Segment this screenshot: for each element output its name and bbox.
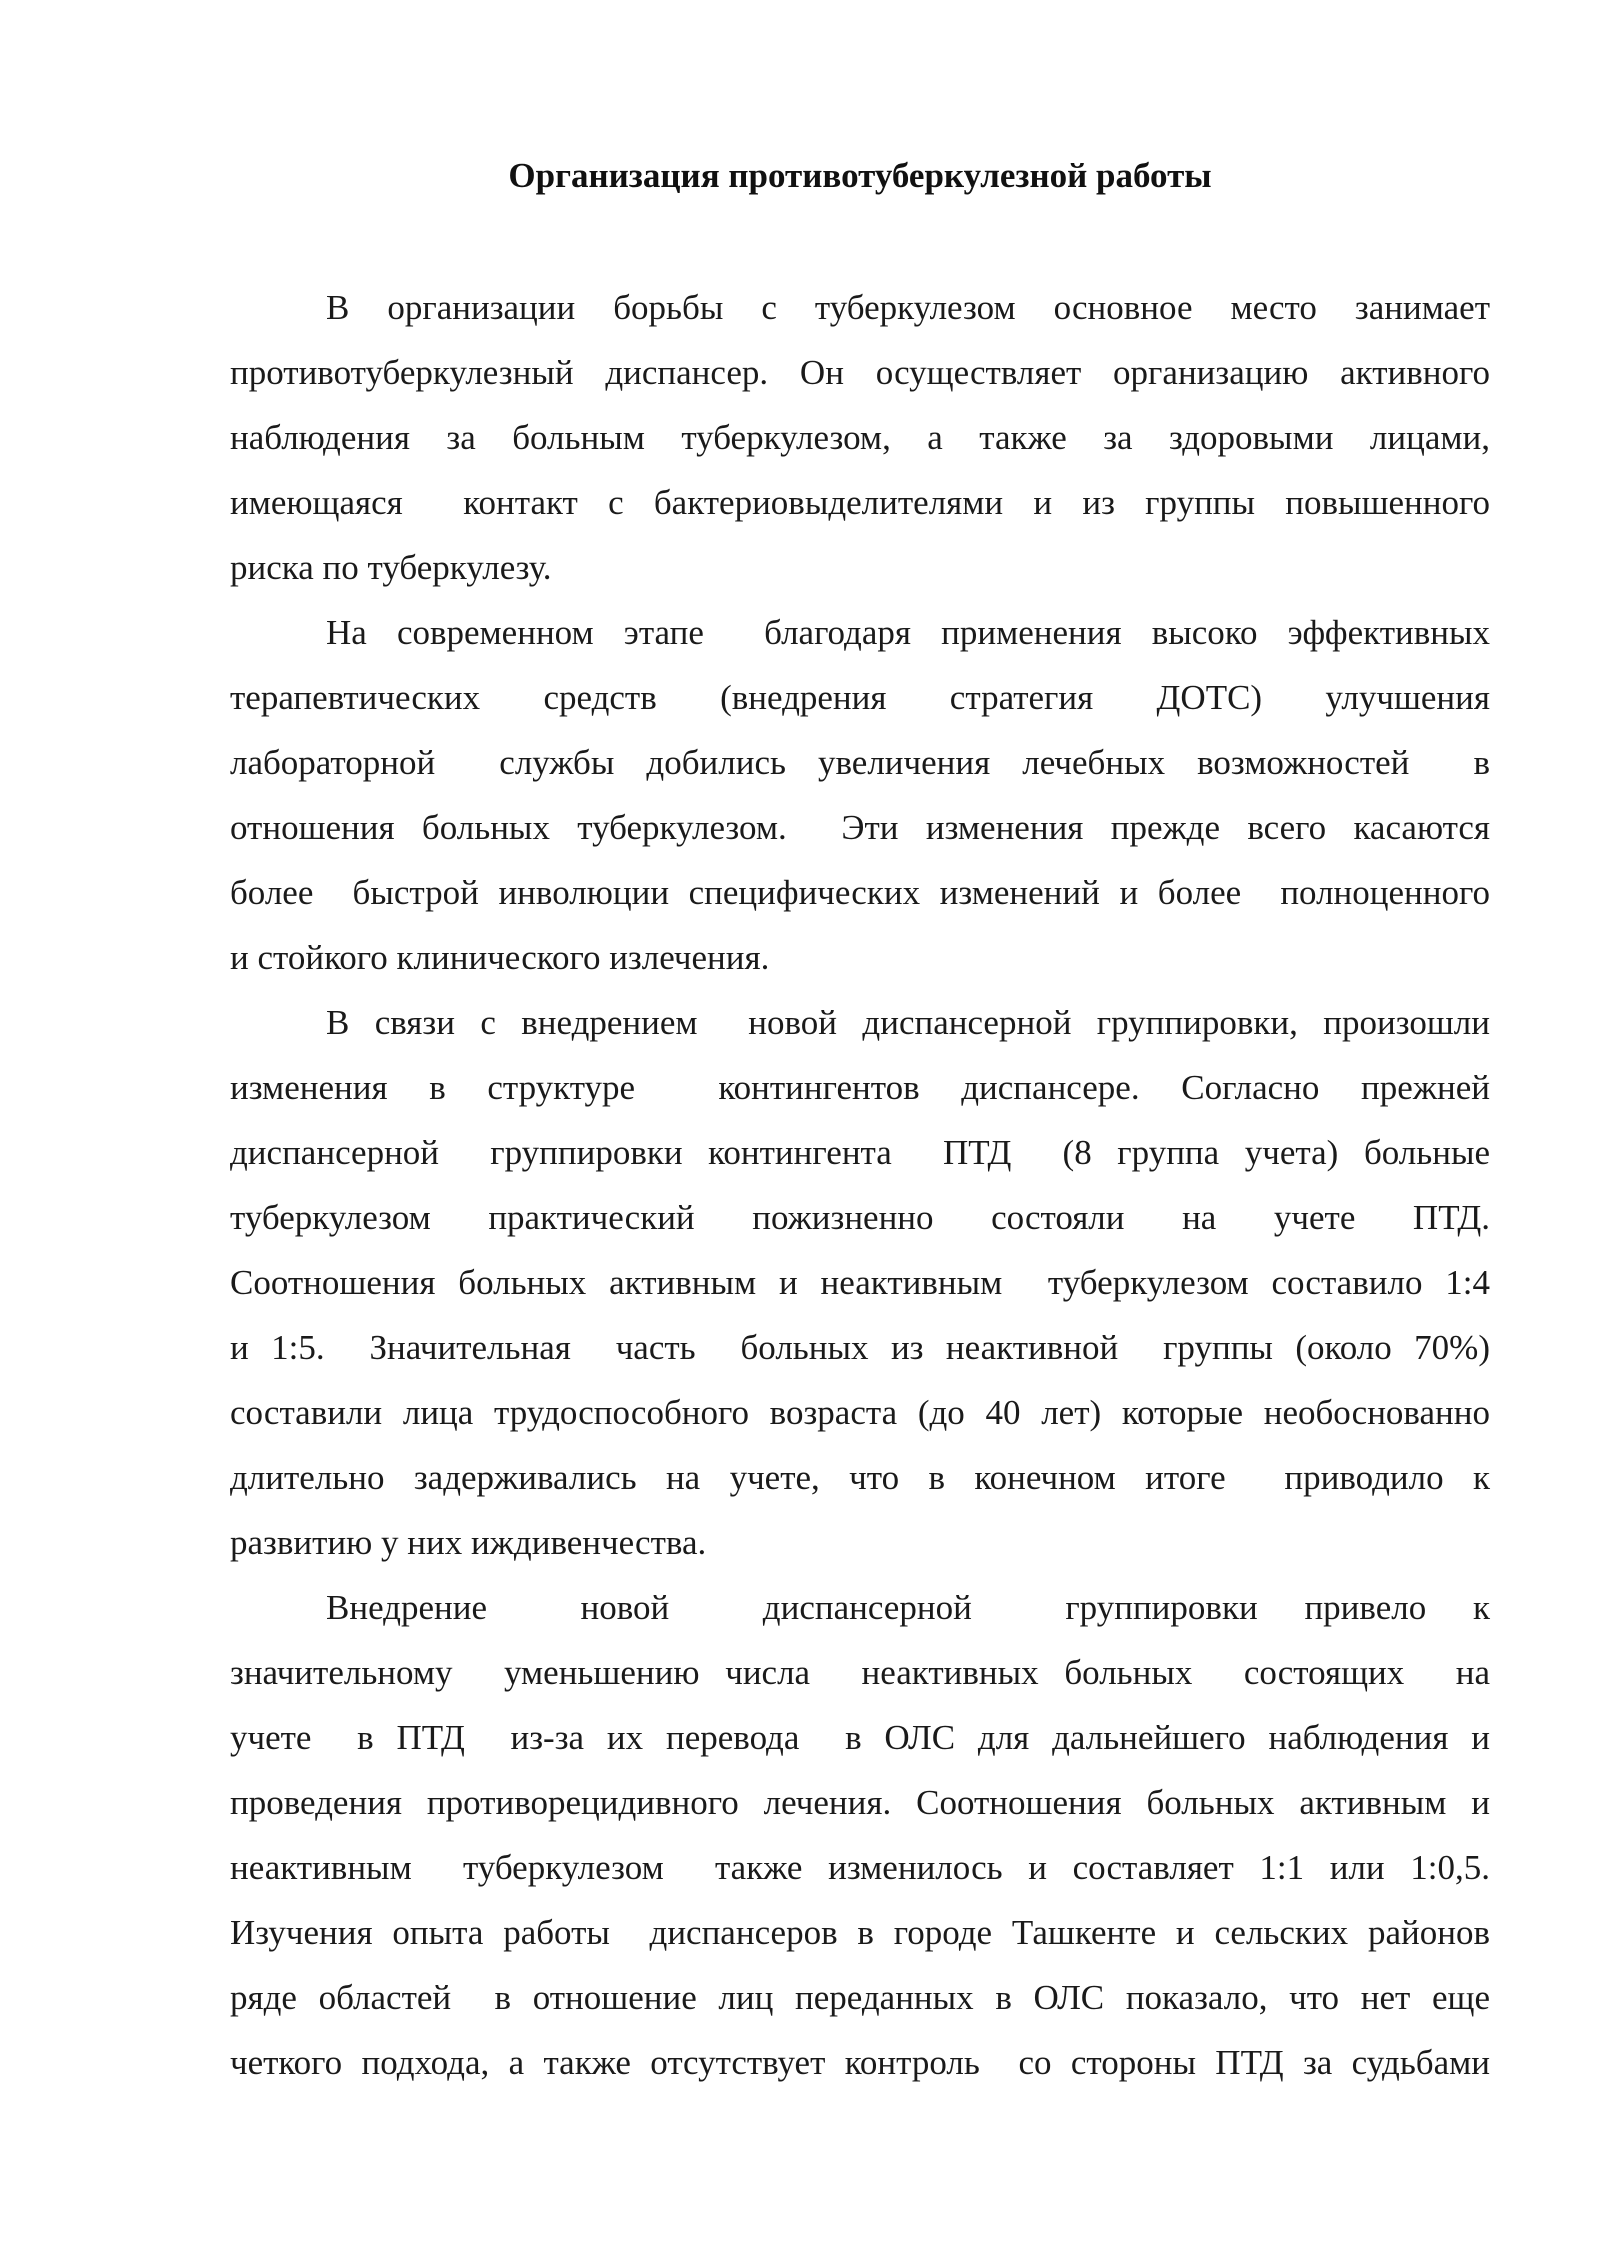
- text-line: диспансерной группировки контингента ПТД (8 группа учета) больные: [230, 1133, 1490, 1172]
- paragraph-1: [230, 275, 1490, 600]
- text-line: ряде областей в отношение лиц переданных в ОЛС показало, что нет еще: [230, 1978, 1490, 2017]
- text-line: и 1:5. Значительная часть больных из неактивной группы (около 70%): [230, 1328, 1490, 1367]
- text-line: длительно задерживались на учете, что в конечном итоге приводило к: [230, 1458, 1490, 1497]
- text-line: отношения больных туберкулезом. Эти изменения прежде всего касаются: [230, 808, 1490, 847]
- document-body: [230, 275, 1490, 2095]
- text-line: изменения в структуре контингентов диспансере. Согласно прежней: [230, 1068, 1490, 1107]
- text-line: и стойкого клинического излечения.: [230, 938, 770, 977]
- text-line: противотуберкулезный диспансер. Он осуществляет организацию активного: [230, 353, 1490, 392]
- text-line: четкого подхода, а также отсутствует контроль со стороны ПТД за судьбами: [230, 2043, 1490, 2082]
- text-line: Внедрение новой диспансерной группировки привело к: [326, 1588, 1490, 1627]
- text-line: имеющаяся контакт с бактериовыделителями и из группы повышенного: [230, 483, 1490, 522]
- text-line: В связи с внедрением новой диспансерной группировки, произошли: [326, 1003, 1490, 1042]
- text-line: проведения противорецидивного лечения. Соотношения больных активным и: [230, 1783, 1490, 1822]
- text-line: Изучения опыта работы диспансеров в городе Ташкенте и сельских районов: [230, 1913, 1490, 1952]
- text-line: учете в ПТД из-за их перевода в ОЛС для дальнейшего наблюдения и: [230, 1718, 1490, 1757]
- text-line: наблюдения за больным туберкулезом, а также за здоровыми лицами,: [230, 418, 1490, 457]
- text-line: неактивным туберкулезом также изменилось и составляет 1:1 или 1:0,5.: [230, 1848, 1490, 1887]
- text-line: составили лица трудоспособного возраста (до 40 лет) которые необоснованно: [230, 1393, 1490, 1432]
- text-line: более быстрой инволюции специфических изменений и более полноценного: [230, 873, 1490, 912]
- text-line: туберкулезом практический пожизненно состояли на учете ПТД.: [230, 1198, 1490, 1237]
- text-line: развитию у них иждивенчества.: [230, 1523, 707, 1562]
- paragraph-4: [230, 1575, 1490, 2095]
- text-line: терапевтических средств (внедрения стратегия ДОТС) улучшения: [230, 678, 1490, 717]
- paragraph-2: [230, 600, 1490, 990]
- text-line: В организации борьбы с туберкулезом основное место занимает: [326, 288, 1490, 327]
- text-line: Соотношения больных активным и неактивным туберкулезом составило 1:4: [230, 1263, 1490, 1302]
- text-line: лабораторной службы добились увеличения лечебных возможностей в: [230, 743, 1490, 782]
- text-line: значительному уменьшению числа неактивных больных состоящих на: [230, 1653, 1490, 1692]
- text-line: На современном этапе благодаря применения высоко эффективных: [326, 613, 1490, 652]
- paragraph-3: [230, 990, 1490, 1575]
- document-title: Организация противотуберкулезной работы: [508, 156, 1212, 195]
- text-line: риска по туберкулезу.: [230, 548, 552, 587]
